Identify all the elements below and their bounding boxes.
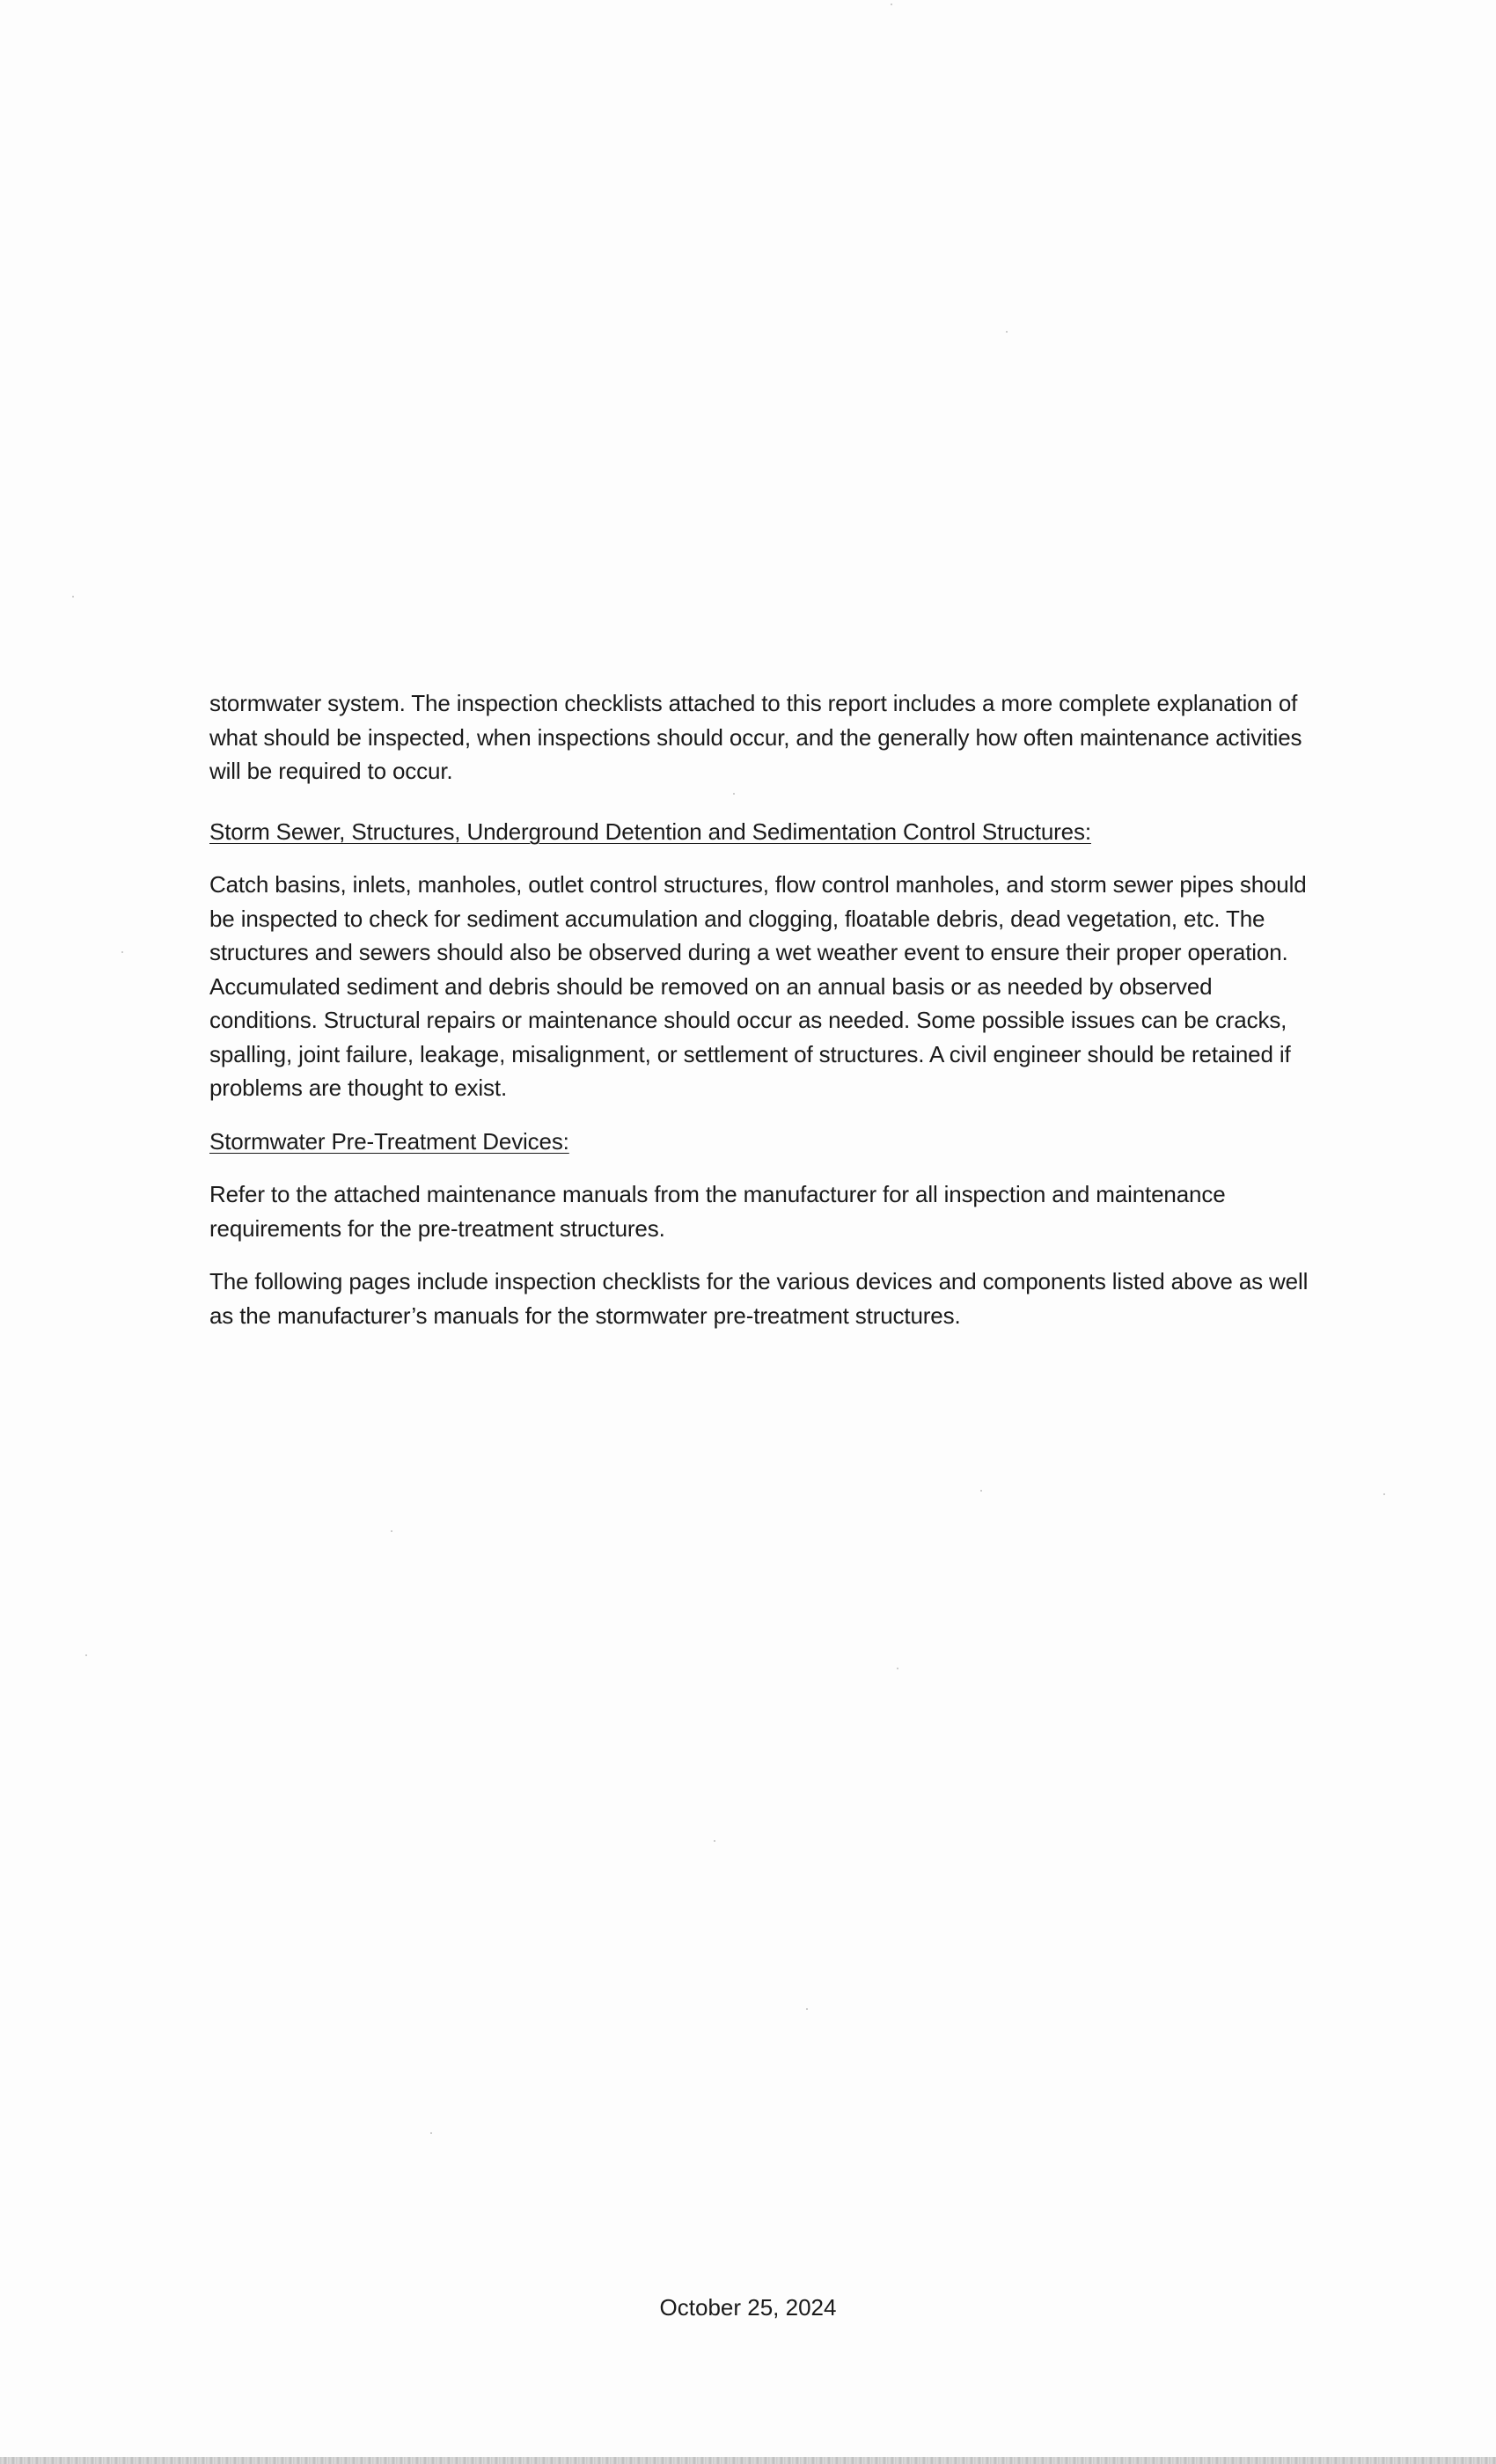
scan-speck: [1383, 1493, 1385, 1495]
scan-speck: [891, 4, 892, 5]
scan-speck: [72, 596, 74, 598]
section-heading-storm-sewer: Storm Sewer, Structures, Underground Detention and Sedimentation Control Structures:: [209, 818, 1091, 845]
scan-speck: [980, 1490, 982, 1492]
scan-bottom-edge: [0, 2457, 1496, 2464]
section-body-storm-sewer: Catch basins, inlets, manholes, outlet control structures, flow control manholes, and storm sewer pipes should be inspected to check for sediment accumulation and clogging, floatable debris, dead vegetation, etc. The structures and sewers should also be observed during a wet weather event to ensure their proper operation. Accumulated sediment and debris should be removed on an annual basis or as needed by observed conditions. Structural repairs or maintenance should occur as needed. Some possible issues can be cracks, spalling, joint failure, leakage, misalignment, or settlement of structures. A civil engineer should be retained if problems are thought to exist.: [209, 871, 1307, 1101]
scan-speck: [391, 1530, 392, 1532]
document-body: [209, 686, 1309, 1352]
scan-speck: [430, 2132, 432, 2134]
footer-date: October 25, 2024: [659, 2294, 837, 2321]
scan-speck: [1006, 331, 1008, 333]
scan-speck: [806, 2008, 808, 2010]
scan-speck: [85, 1654, 87, 1656]
scan-speck: [897, 1668, 898, 1669]
intro-paragraph: stormwater system. The inspection checklists attached to this report includes a more complete explanation of what should be inspected, when inspections should occur, and the generally how often maintenance activities will be required to occur.: [209, 690, 1302, 784]
section-body-following-pages: The following pages include inspection checklists for the various devices and components listed above as well as the manufacturer’s manuals for the stormwater pre-treatment structures.: [209, 1268, 1309, 1329]
scan-speck: [121, 951, 123, 953]
scan-speck: [733, 793, 735, 795]
section-body-pretreatment-manuals: Refer to the attached maintenance manuals from the manufacturer for all inspection and maintenance requirements for the pre-treatment structures.: [209, 1181, 1226, 1242]
scan-speck: [714, 1840, 715, 1842]
section-heading-pretreatment: Stormwater Pre-Treatment Devices:: [209, 1127, 569, 1155]
